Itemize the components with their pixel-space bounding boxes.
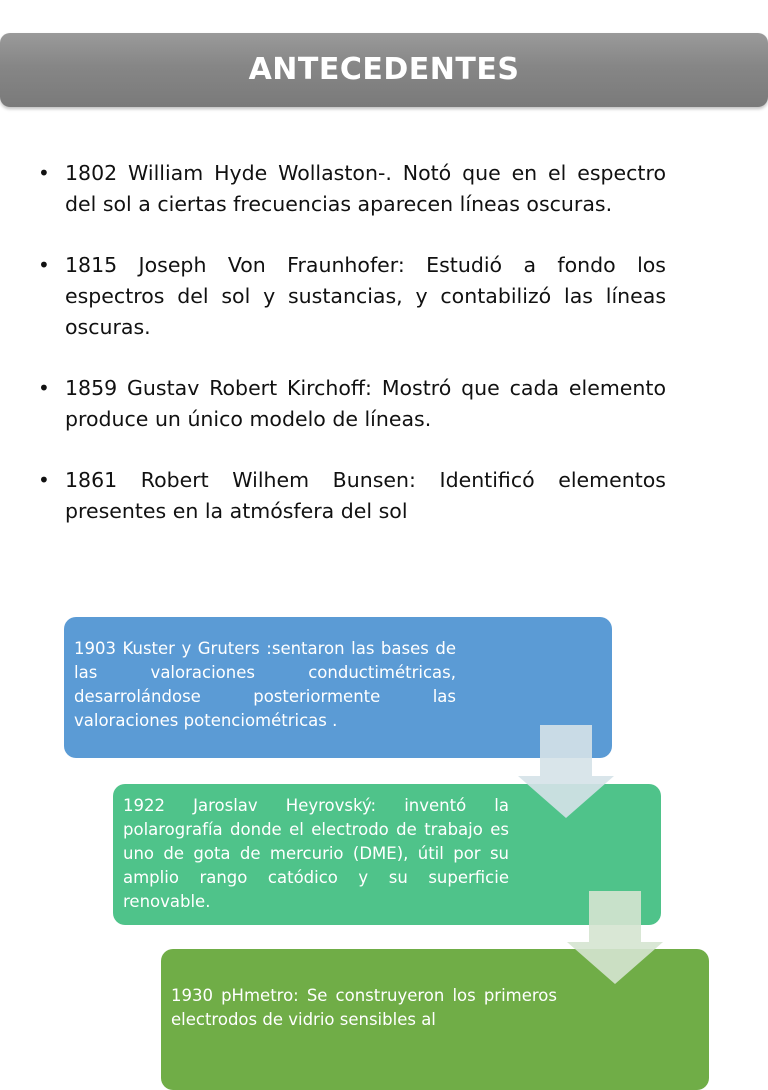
bullet-item: [38, 373, 666, 435]
bullet-text: 1861 Robert Wilhem Bunsen: Identificó elementos presentes en la atmósfera del sol: [65, 468, 666, 523]
bullet-item: [38, 250, 666, 343]
page-title: ANTECEDENTES: [248, 52, 520, 87]
timeline-text: 1922 Jaroslav Heyrovský: inventó la polarografía donde el electrodo de trabajo es uno de gota de mercurio (DME), útil por su amplio rango catódico y su superficie renovable.: [123, 796, 509, 911]
bullet-item: [38, 465, 666, 527]
title-banner: [0, 33, 768, 107]
bullet-text: 1802 William Hyde Wollaston-. Notó que en el espectro del sol a ciertas frecuencias aparecen líneas oscuras.: [65, 161, 666, 216]
down-arrow-icon: [518, 725, 614, 818]
bullet-dot: •: [38, 468, 50, 492]
bullet-item: [38, 158, 666, 220]
bullet-dot: •: [38, 376, 50, 400]
timeline-text: 1930 pHmetro: Se construyeron los primeros electrodos de vidrio sensibles al: [171, 986, 557, 1029]
bullet-text: 1859 Gustav Robert Kirchoff: Mostró que cada elemento produce un único modelo de líneas.: [65, 376, 666, 431]
timeline-text: 1903 Kuster y Gruters :sentaron las bases de las valoraciones conductimétricas, desarrolándose posteriormente las valoraciones potenciométricas .: [74, 639, 456, 730]
bullet-dot: •: [38, 161, 50, 185]
bullet-dot: •: [38, 253, 50, 277]
down-arrow-icon: [567, 891, 663, 984]
bullet-text: 1815 Joseph Von Fraunhofer: Estudió a fondo los espectros del sol y sustancias, y contabilizó las líneas oscuras.: [65, 253, 666, 339]
bullet-list: [38, 158, 666, 557]
